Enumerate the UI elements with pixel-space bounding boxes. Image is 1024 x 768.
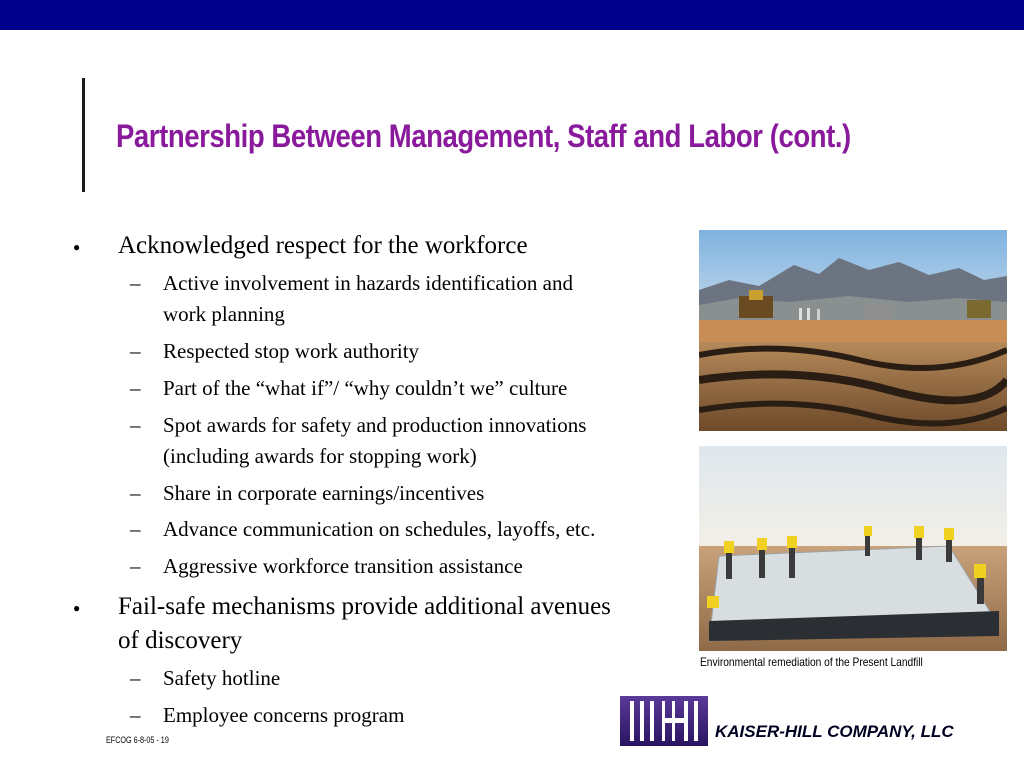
bullet-text-continued: of discovery xyxy=(118,627,243,654)
bullet-dot-icon: ● xyxy=(73,240,81,254)
workers-liner-photo xyxy=(699,446,1007,651)
subbullet-dash-icon: – xyxy=(130,703,141,727)
subbullet-dash-icon: – xyxy=(130,666,141,690)
subbullet-dash-icon: – xyxy=(130,376,141,400)
company-name: KAISER-HILL COMPANY, LLC xyxy=(715,722,954,741)
subbullet-dash-icon: – xyxy=(130,554,141,578)
slide-title: Partnership Between Management, Staff and Labor (cont.) xyxy=(116,118,851,154)
subbullet-dash-icon: – xyxy=(130,481,141,505)
subbullet-dash-icon: – xyxy=(130,517,141,541)
landfill-mountains-photo xyxy=(699,230,1007,431)
bullet-dot-icon: ● xyxy=(73,601,81,615)
subbullet-text: Active involvement in hazards identification and xyxy=(163,271,573,295)
subbullet-dash-icon: – xyxy=(130,271,141,295)
slide-footer-code: EFCOG 6-8-05 - 19 xyxy=(106,735,169,745)
kaiser-hill-logo-icon xyxy=(620,696,708,746)
subbullet-dash-icon: – xyxy=(130,339,141,363)
subbullet-text-continued: (including awards for stopping work) xyxy=(163,444,477,468)
subbullet-text: Aggressive workforce transition assistance xyxy=(163,554,523,578)
subbullet-text-continued: work planning xyxy=(163,302,285,326)
subbullet-dash-icon: – xyxy=(130,413,141,437)
photo-caption: Environmental remediation of the Present Landfill xyxy=(700,655,923,669)
bullet-text: Fail-safe mechanisms provide additional avenues xyxy=(118,593,611,620)
subbullet-text: Advance communication on schedules, layoffs, etc. xyxy=(163,517,596,541)
subbullet-text: Safety hotline xyxy=(163,666,281,690)
subbullet-text: Spot awards for safety and production innovations xyxy=(163,413,587,437)
subbullet-text: Share in corporate earnings/incentives xyxy=(163,481,485,505)
subbullet-text: Respected stop work authority xyxy=(163,339,420,363)
bullet-text: Acknowledged respect for the workforce xyxy=(118,232,528,259)
subbullet-text: Employee concerns program xyxy=(163,703,405,727)
subbullet-text: Part of the “what if”/ “why couldn’t we” culture xyxy=(163,376,568,400)
